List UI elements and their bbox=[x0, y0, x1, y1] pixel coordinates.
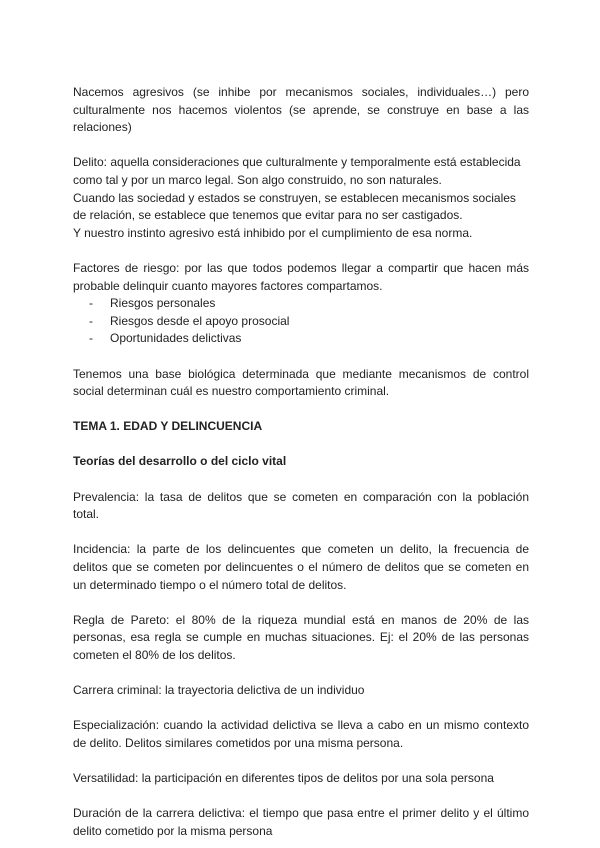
factores-paragraph: Factores de riesgo: por las que todos podemos llegar a compartir que hacen más probable delinquir cuanto mayores factores compartamos. bbox=[73, 260, 529, 293]
bullet-dash: - bbox=[89, 296, 93, 311]
risk-factors-list bbox=[73, 295, 529, 348]
factores-section bbox=[73, 260, 529, 348]
bullet-dash: - bbox=[89, 331, 93, 346]
especializacion-paragraph: Especialización: cuando la actividad delictiva se lleva a cabo en un mismo contexto de delito. Delitos similares cometidos por una misma persona. bbox=[73, 718, 529, 750]
list-item: - Riesgos personales bbox=[73, 295, 529, 313]
incidencia-paragraph: Incidencia: la parte de los delincuentes que cometen un delito, la frecuencia de delitos que se cometen por delincuentes o el número de delitos que se cometen en un determinado tiempo o el número total de delitos. bbox=[73, 542, 529, 592]
base-biologica-paragraph: Tenemos una base biológica determinada que mediante mecanismos de control social determinan cuál es nuestro comportamiento criminal. bbox=[73, 366, 529, 399]
prevalencia-paragraph: Prevalencia: la tasa de delitos que se cometen en comparación con la población total. bbox=[73, 489, 529, 522]
delito-instinto: Y nuestro instinto agresivo está inhibido por el cumplimiento de esa norma. bbox=[73, 225, 473, 240]
section-subheading: Teorías del desarrollo o del ciclo vital bbox=[73, 454, 287, 469]
bullet-dash: - bbox=[89, 313, 93, 328]
list-item: - Riesgos desde el apoyo prosocial bbox=[73, 313, 529, 331]
tema-heading: TEMA 1. EDAD Y DELINCUENCIA bbox=[73, 419, 263, 434]
carrera-paragraph: Carrera criminal: la trayectoria delictiva de un individuo bbox=[73, 683, 365, 698]
document-page bbox=[73, 84, 529, 841]
intro-paragraph: Nacemos agresivos (se inhibe por mecanismos sociales, individuales…) pero culturalmente nos hacemos violentos (se aprende, se construye en base a las relaciones) bbox=[73, 85, 529, 135]
delito-definition: Delito: aquella consideraciones que culturalmente y temporalmente está establecida como tal y por un marco legal. Son algo construido, no son naturales. bbox=[73, 155, 521, 187]
versatilidad-paragraph: Versatilidad: la participación en diferentes tipos de delitos por una sola persona bbox=[73, 771, 494, 786]
list-item: - Oportunidades delictivas bbox=[73, 330, 529, 348]
delito-section bbox=[73, 154, 529, 242]
duracion-paragraph: Duración de la carrera delictiva: el tiempo que pasa entre el primer delito y el último delito cometido por la misma persona bbox=[73, 806, 529, 838]
pareto-paragraph: Regla de Pareto: el 80% de la riqueza mundial está en manos de 20% de las personas, esa regla se cumple en muchas situaciones. Ej: el 20% de las personas cometen el 80% de los delitos. bbox=[73, 612, 529, 662]
delito-sociedad: Cuando las sociedad y estados se construyen, se establecen mecanismos sociales de relación, se establece que tenemos que evitar para no ser castigados. bbox=[73, 190, 516, 223]
